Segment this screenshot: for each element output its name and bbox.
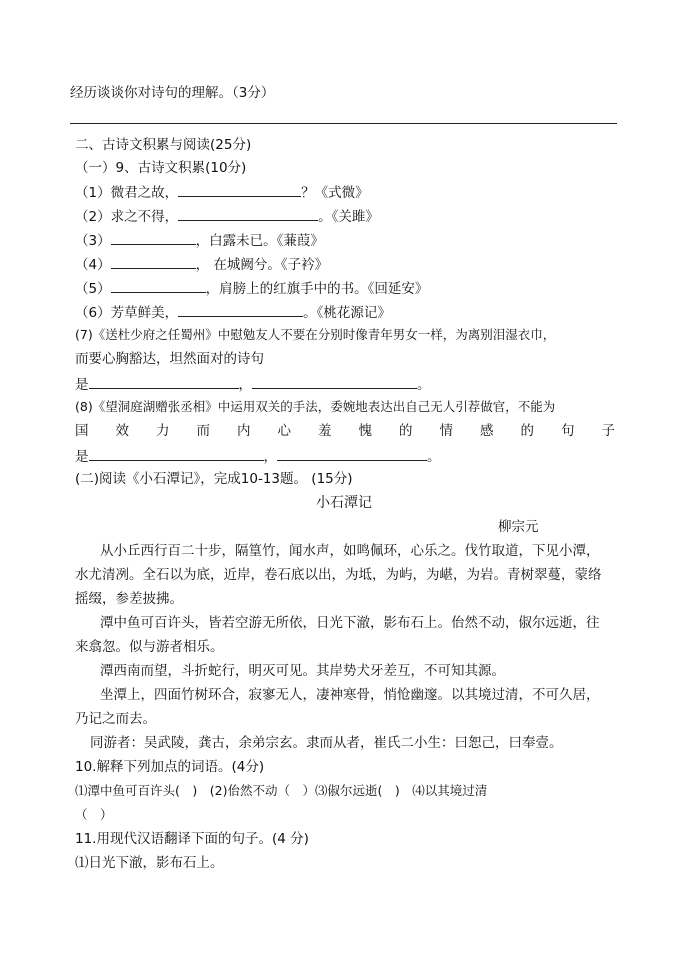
spaced-char: 子 (601, 423, 615, 439)
section2-title: 二、古诗文积累与阅读(25分) (75, 137, 252, 153)
question-text: 是 (75, 377, 89, 393)
question-9-7-line2: 而要心胸豁达，坦然面对的诗句 (75, 351, 264, 367)
spaced-char: 心 (277, 423, 291, 439)
passage-line: 从小丘西行百二十步，隔篁竹，闻水声，如鸣佩环，心乐之。伐竹取道，下见小潭， (100, 543, 600, 559)
passage-title: 小石潭记 (316, 495, 372, 511)
question-9-7-line1: (7)《送杜少府之任蜀州》中慰勉友人不要在分别时像青年男女一样，为离别泪湿衣巾， (75, 327, 556, 342)
passage-line: 潭西南而望，斗折蛇行，明灭可见。其岸势犬牙差互，不可知其源。 (100, 663, 505, 679)
spaced-char: 而 (196, 423, 210, 439)
spaced-char: 句 (561, 423, 575, 439)
spaced-char: 力 (156, 423, 170, 439)
question-text: ， 在城阙兮。《子衿》 (195, 257, 329, 273)
passage-line: 乃记之而去。 (75, 711, 156, 727)
spaced-char: 感 (480, 423, 494, 439)
answer-blank[interactable] (89, 446, 264, 461)
question-9-7-answer (75, 374, 431, 394)
answer-blank[interactable] (111, 278, 206, 293)
question-9-8-line2 (75, 422, 615, 440)
answer-blank[interactable] (277, 446, 427, 461)
question-9-8-answer (75, 446, 441, 466)
question-10-title: 10.解释下列加点的词语。(4分) (75, 759, 265, 775)
part1-title: （一）9、古诗文积累(10分) (75, 160, 247, 176)
question-9-8-line1: (8)《望洞庭湖赠张丞相》中运用双关的手法，委婉地表达出自己无人引荐做官，不能为 (75, 399, 556, 414)
question-10-items: ⑴潭中鱼可百许头( ) (2)佁然不动（ ）⑶俶尔远逝( ) ⑷以其境过清 (75, 783, 488, 798)
passage-line: 来翕忽。似与游者相乐。 (75, 639, 224, 655)
question-11-item-1: ⑴日光下澈，影布石上。 (75, 855, 224, 871)
question-text: ，白露未已。《蒹葭》 (195, 233, 324, 249)
spaced-char: 内 (237, 423, 251, 439)
spaced-char: 愧 (358, 423, 372, 439)
passage-line: 同游者：吴武陵，龚古，余弟宗玄。隶而从者，崔氏二小生：曰恕己，曰奉壹。 (90, 735, 563, 751)
passage-line: 水尤清冽。全石以为底，近岸，卷石底以出，为坻，为屿，为嵁，为岩。青树翠蔓，蒙络 (75, 567, 602, 583)
separator: ， (263, 449, 277, 465)
answer-blank[interactable] (252, 374, 417, 389)
question-text: ？《式微》 (301, 185, 369, 201)
question-text: 。《关雎》 (318, 209, 379, 225)
question-text: （6）芳草鲜美， (75, 305, 179, 321)
question-9-2 (75, 206, 379, 226)
part2-title: (二)阅读《小石潭记》，完成10-13题。 (15分) (75, 471, 353, 487)
question-9-6 (75, 302, 391, 322)
question-text: 。《桃花源记》 (303, 305, 391, 321)
question-text: ，肩膀上的红旗手中的书。《回延安》 (205, 281, 429, 297)
answer-blank[interactable] (111, 230, 196, 245)
question-text: （5） (75, 281, 111, 297)
spaced-char: 效 (115, 423, 129, 439)
passage-line: 坐潭上，四面竹树环合，寂寥无人，凄神寒骨，悄怆幽邃。以其境过清，不可久居， (100, 687, 600, 703)
question-text: 。 (427, 449, 441, 465)
question-10-items-cont: （ ） (75, 807, 113, 822)
answer-blank[interactable] (89, 374, 239, 389)
question-text: 。 (417, 377, 431, 393)
answer-blank[interactable] (178, 182, 301, 197)
question-text: （3） (75, 233, 111, 249)
passage-line: 摇缀，参差披拂。 (75, 591, 183, 607)
question-9-4 (75, 254, 328, 274)
separator: ， (238, 377, 252, 393)
spaced-char: 羞 (318, 423, 332, 439)
answer-blank[interactable] (111, 254, 196, 269)
answer-blank[interactable] (178, 206, 318, 221)
spaced-char: 的 (399, 423, 413, 439)
answer-blank[interactable] (178, 302, 303, 317)
question-text: 是 (75, 449, 89, 465)
question-9-5 (75, 278, 428, 298)
question-text: （1）微君之故， (75, 185, 179, 201)
spaced-char: 国 (75, 423, 89, 439)
intro-line: 经历谈谈你对诗句的理解。（3分） (70, 85, 275, 101)
question-9-3 (75, 230, 324, 250)
spaced-char: 的 (520, 423, 534, 439)
spaced-char: 情 (439, 423, 453, 439)
question-text: （4） (75, 257, 111, 273)
question-text: （2）求之不得， (75, 209, 179, 225)
passage-author: 柳宗元 (498, 519, 539, 535)
passage-line: 潭中鱼可百许头，皆若空游无所依，日光下澈，影布石上。佁然不动，俶尔远逝，往 (100, 615, 600, 631)
answer-rule (70, 123, 617, 124)
question-11-title: 11.用现代汉语翻译下面的句子。(4 分) (75, 831, 309, 847)
question-9-1 (75, 182, 369, 202)
